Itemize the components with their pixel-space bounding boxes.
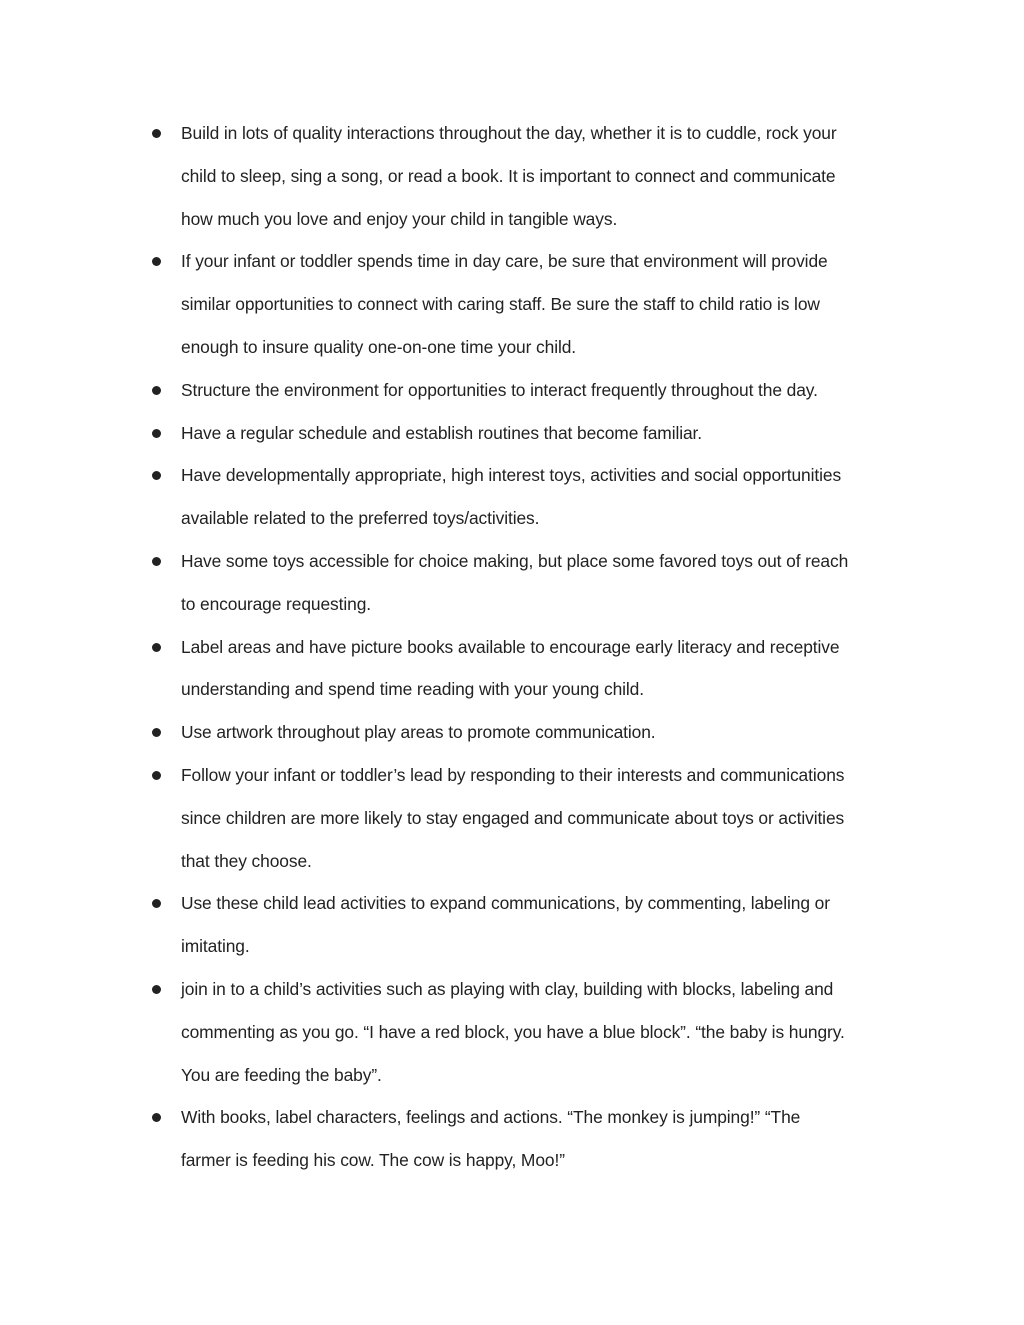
list-item-line: child to sleep, sing a song, or read a book. It is important to connect and communicate xyxy=(181,165,836,186)
list-item-line: enough to insure quality one-on-one time your child. xyxy=(181,336,577,357)
bullet-icon xyxy=(152,771,161,780)
bullet-icon xyxy=(152,985,161,994)
list-item xyxy=(150,540,910,626)
list-item-line: If your infant or toddler spends time in day care, be sure that environment will provide xyxy=(181,251,828,272)
list-item-line: that they choose. xyxy=(181,850,312,871)
list-item xyxy=(150,369,910,412)
list-item-line: Have some toys accessible for choice making, but place some favored toys out of reach xyxy=(181,550,849,571)
bullet-icon xyxy=(152,728,161,737)
list-item-line: commenting as you go. “I have a red block, you have a blue block”. “the baby is hungry. xyxy=(181,1021,845,1042)
bullet-icon xyxy=(152,1113,161,1122)
list-item-line: Have developmentally appropriate, high interest toys, activities and social opportunities xyxy=(181,465,842,486)
list-item-line: farmer is feeding his cow. The cow is happy, Moo!” xyxy=(181,1150,565,1171)
bullet-icon xyxy=(152,557,161,566)
list-item-line: understanding and spend time reading with your young child. xyxy=(181,679,644,700)
bullet-icon xyxy=(152,257,161,266)
list-item xyxy=(150,112,910,240)
list-item-line: similar opportunities to connect with caring staff. Be sure the staff to child ratio is low xyxy=(181,294,820,315)
list-item xyxy=(150,626,910,712)
list-item xyxy=(150,968,910,1096)
list-item-line: With books, label characters, feelings and actions. “The monkey is jumping!” “The xyxy=(181,1107,801,1128)
list-item-line: since children are more likely to stay engaged and communicate about toys or activities xyxy=(181,807,845,828)
bullet-list xyxy=(150,112,910,1182)
bullet-icon xyxy=(152,386,161,395)
bullet-icon xyxy=(152,129,161,138)
list-item-line: Use artwork throughout play areas to promote communication. xyxy=(181,722,656,743)
list-item-line: available related to the preferred toys/activities. xyxy=(181,508,540,529)
list-item xyxy=(150,882,910,968)
list-item-line: Label areas and have picture books available to encourage early literacy and receptive xyxy=(181,636,840,657)
bullet-icon xyxy=(152,899,161,908)
bullet-icon xyxy=(152,643,161,652)
list-item xyxy=(150,412,910,455)
bullet-icon xyxy=(152,471,161,480)
list-item-line: join in to a child’s activities such as playing with clay, building with blocks, labeling and xyxy=(181,978,834,999)
list-item-line: Build in lots of quality interactions throughout the day, whether it is to cuddle, rock your xyxy=(181,123,837,143)
list-item xyxy=(150,454,910,540)
list-item xyxy=(150,754,910,882)
list-item-line: Structure the environment for opportunities to interact frequently throughout the day. xyxy=(181,379,818,400)
list-item-line: to encourage requesting. xyxy=(181,593,372,614)
list-item xyxy=(150,711,910,754)
list-item-line: Have a regular schedule and establish routines that become familiar. xyxy=(181,422,703,443)
list-item-line: You are feeding the baby”. xyxy=(181,1064,382,1085)
list-item-line: imitating. xyxy=(181,936,250,957)
list-item xyxy=(150,1096,910,1182)
list-item-line: Follow your infant or toddler’s lead by responding to their interests and communications xyxy=(181,764,845,785)
list-item-line: Use these child lead activities to expand communications, by commenting, labeling or xyxy=(181,893,830,914)
list-item-line: how much you love and enjoy your child in tangible ways. xyxy=(181,208,618,229)
list-item xyxy=(150,240,910,368)
bullet-icon xyxy=(152,429,161,438)
